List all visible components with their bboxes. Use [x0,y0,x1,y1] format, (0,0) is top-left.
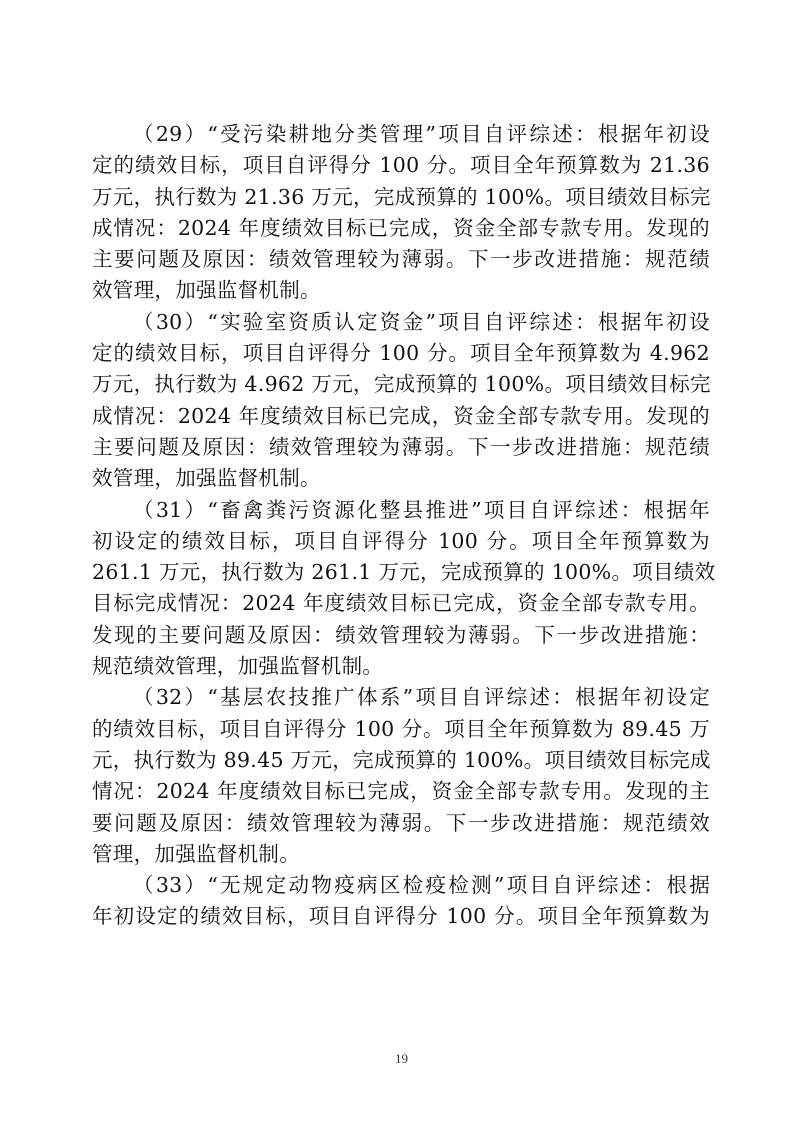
page-number: 19 [395,1051,408,1066]
text-line: 主要问题及原因：绩效管理较为薄弱。下一步改进措施：规范绩 [92,434,710,459]
paragraph-29 [92,119,710,307]
text-line: 主要问题及原因：绩效管理较为薄弱。下一步改进措施：规范绩 [92,247,710,272]
text-line: 成情况：2024 年度绩效目标已完成，资金全部专款专用。发现的 [92,403,710,428]
page-body [92,119,716,933]
text-line: （30）“实验室资质认定资金”项目自评综述：根据年初设 [133,309,710,334]
text-line: 定的绩效目标，项目自评得分 100 分。项目全年预算数为 4.962 [92,341,710,366]
text-line: 261.1 万元，执行数为 261.1 万元，完成预算的 100%。项目绩效 [92,560,716,585]
text-line: 效管理，加强监督机制。 [92,278,321,303]
text-line: 初设定的绩效目标，项目自评得分 100 分。项目全年预算数为 [92,528,710,553]
text-line: 成情况：2024 年度绩效目标已完成，资金全部专款专用。发现的 [92,215,710,240]
text-line: 目标完成情况：2024 年度绩效目标已完成，资金全部专款专用。 [92,591,710,616]
text-line: 效管理，加强监督机制。 [92,466,321,491]
paragraph-31 [92,495,716,683]
text-line: 要问题及原因：绩效管理较为薄弱。下一步改进措施：规范绩效 [92,810,710,835]
text-line: （33）“无规定动物疫病区检疫检测”项目自评综述：根据 [133,873,710,898]
paragraph-33 [92,870,710,933]
text-line: 管理，加强监督机制。 [92,841,300,866]
paragraph-30 [92,307,710,495]
text-line: 定的绩效目标，项目自评得分 100 分。项目全年预算数为 21.36 [92,153,710,178]
paragraph-32 [92,682,710,870]
text-line: 发现的主要问题及原因：绩效管理较为薄弱。下一步改进措施： [92,622,710,647]
text-line: （29）“受污染耕地分类管理”项目自评综述：根据年初设 [133,122,710,146]
text-line: 元，执行数为 89.45 万元，完成预算的 100%。项目绩效目标完成 [92,747,711,772]
text-line: 规范绩效管理，加强监督机制。 [92,654,384,679]
text-line: 年初设定的绩效目标，项目自评得分 100 分。项目全年预算数为 [92,904,710,929]
text-line: （31）“畜禽粪污资源化整县推进”项目自评综述：根据年 [133,497,710,522]
text-line: 万元，执行数为 4.962 万元，完成预算的 100%。项目绩效目标完 [92,372,711,397]
text-line: 的绩效目标，项目自评得分 100 分。项目全年预算数为 89.45 万 [92,716,710,741]
text-line: （32）“基层农技推广体系”项目自评综述：根据年初设定 [133,685,710,710]
text-line: 情况：2024 年度绩效目标已完成，资金全部专款专用。发现的主 [92,779,710,804]
text-line: 万元，执行数为 21.36 万元，完成预算的 100%。项目绩效目标完 [92,184,711,209]
